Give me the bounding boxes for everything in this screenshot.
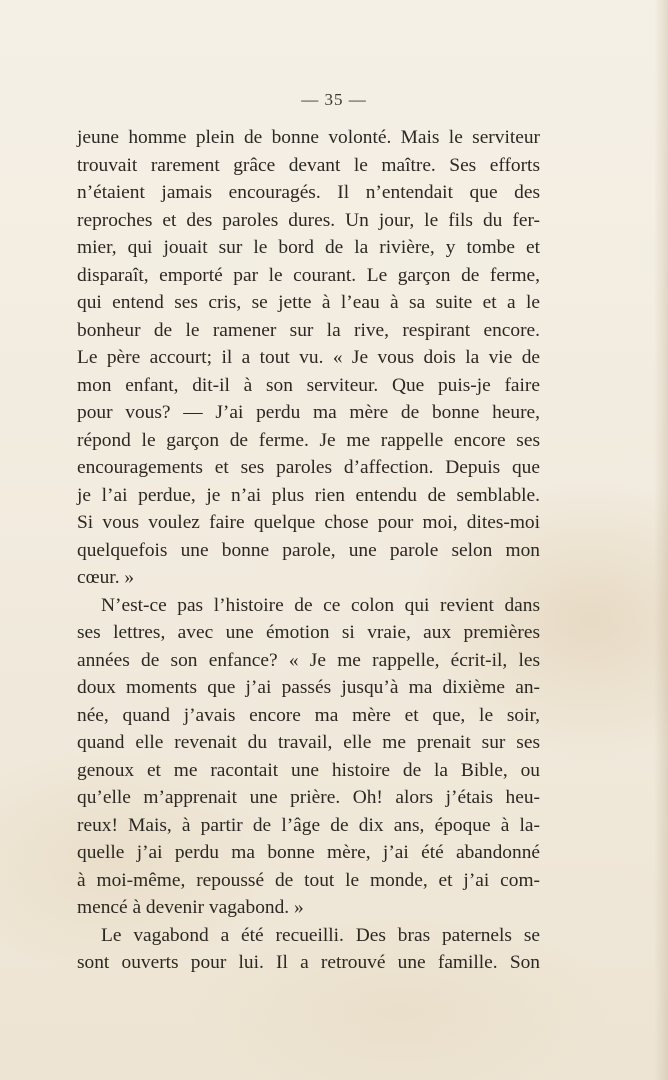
text-line: quelle j’ai perdu ma bonne mère, j’ai été abandonné xyxy=(77,842,540,863)
page-number: — 35 — xyxy=(301,90,367,109)
text-line: cœur. » xyxy=(77,567,135,588)
text-line: qu’elle m’apprenait une prière. Oh! alors j’étais heu- xyxy=(77,787,540,808)
text-line: jeune homme plein de bonne volonté. Mais le serviteur xyxy=(77,127,540,148)
text-line: reproches et des paroles dures. Un jour, le fils du fer- xyxy=(77,209,540,231)
text-line: répond le garçon de ferme. Je me rappelle encore ses xyxy=(77,429,540,451)
text-line: Le père accourt; il a tout vu. « Je vous dois la vie de xyxy=(77,347,540,368)
text-line: mon enfant, dit-il à son serviteur. Que puis-je faire xyxy=(77,374,540,396)
text-line: trouvait rarement grâce devant le maître. Ses efforts xyxy=(77,154,540,176)
text-line: reux! Mais, à partir de l’âge de dix ans, époque à la- xyxy=(77,814,540,836)
text-line: je l’ai perdue, je n’ai plus rien entendu de semblable. xyxy=(77,484,540,506)
text-line: genoux et me racontait une histoire de la Bible, ou xyxy=(77,759,540,781)
text-line: Le vagabond a été recueilli. Des bras paternels se xyxy=(101,924,540,946)
text-line: n’étaient jamais encouragés. Il n’entendait que des xyxy=(77,182,540,203)
text-line: Si vous voulez faire quelque chose pour moi, dites-moi xyxy=(77,512,540,533)
text-line: ses lettres, avec une émotion si vraie, aux premières xyxy=(77,622,540,643)
page-edge-stain xyxy=(654,0,668,1080)
text-line: bonheur de le ramener sur la rive, respirant encore. xyxy=(77,319,540,341)
text-line: quand elle revenait du travail, elle me prenait sur ses xyxy=(77,732,540,753)
text-line: années de son enfance? « Je me rappelle, écrit-il, les xyxy=(77,649,540,671)
text-line: à moi-même, repoussé de tout le monde, et j’ai com- xyxy=(77,869,540,891)
text-line: doux moments que j’ai passés jusqu’à ma dixième an- xyxy=(77,677,540,698)
text-line: sont ouverts pour lui. Il a retrouvé une famille. Son xyxy=(77,952,540,973)
text-line: disparaît, emporté par le courant. Le garçon de ferme, xyxy=(77,264,540,286)
text-line: mier, qui jouait sur le bord de la rivière, y tombe et xyxy=(77,237,540,258)
text-line: quelquefois une bonne parole, une parole selon mon xyxy=(77,539,540,561)
text-line: encouragements et ses paroles d’affection. Depuis que xyxy=(77,457,540,478)
text-line: qui entend ses cris, se jette à l’eau à sa suite et a le xyxy=(77,292,540,313)
text-line: N’est-ce pas l’histoire de ce colon qui revient dans xyxy=(101,594,540,616)
text-line: mencé à devenir vagabond. » xyxy=(77,897,304,918)
text-line: née, quand j’avais encore ma mère et que, le soir, xyxy=(77,704,540,726)
text-line: pour vous? — J’ai perdu ma mère de bonne heure, xyxy=(77,402,540,423)
body-text xyxy=(77,124,540,977)
